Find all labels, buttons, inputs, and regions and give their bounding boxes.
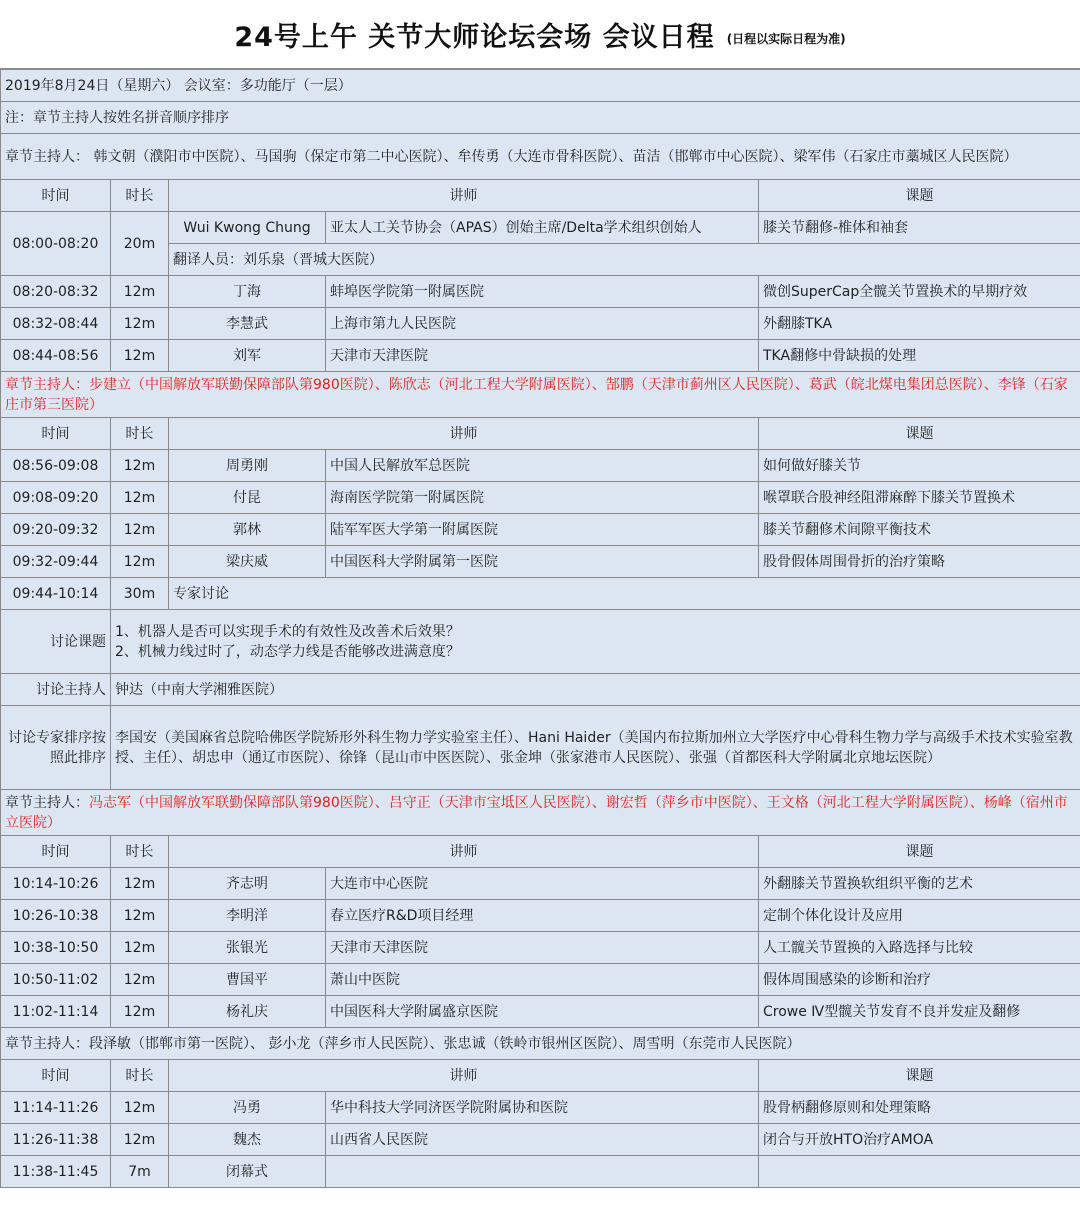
affiliation-cell: 中国医科大学附属盛京医院	[326, 996, 759, 1028]
topic-cell: 微创SuperCap全髋关节置换术的早期疗效	[759, 276, 1080, 308]
title-note: (日程以实际日程为准)	[726, 31, 846, 46]
topic-cell: 如何做好膝关节	[759, 450, 1080, 482]
topic-cell: Crowe Ⅳ型髋关节发育不良并发症及翻修	[759, 996, 1080, 1028]
duration-cell: 12m	[111, 1092, 169, 1124]
title-bar	[0, 0, 1080, 69]
topic-cell: 喉罩联合股神经阻滞麻醉下膝关节置换术	[759, 482, 1080, 514]
duration-cell: 12m	[111, 308, 169, 340]
discussion-host: 钟达（中南大学湘雅医院）	[111, 674, 1080, 706]
duration-cell: 12m	[111, 546, 169, 578]
time-cell: 09:44-10:14	[1, 578, 111, 610]
speaker-cell: 曹国平	[169, 964, 326, 996]
discussion-topic-1: 1、机器人是否可以实现手术的有效性及改善术后效果？	[115, 623, 460, 640]
col-speaker: 讲师	[169, 418, 759, 450]
affiliation-cell: 中国人民解放军总医院	[326, 450, 759, 482]
affiliation-cell: 亚太人工关节协会（APAS）创始主席/Delta学术组织创始人	[326, 212, 759, 244]
speaker-cell: 李明洋	[169, 900, 326, 932]
section1-hosts-row	[1, 134, 1080, 180]
section3-hosts-cell	[1, 790, 1080, 836]
header-row	[1, 180, 1080, 212]
section3-hosts-row	[1, 790, 1080, 836]
speaker-cell: Wui Kwong Chung	[169, 212, 326, 244]
duration-cell: 12m	[111, 340, 169, 372]
table-row	[1, 1124, 1080, 1156]
speaker-cell: 杨礼庆	[169, 996, 326, 1028]
table-row	[1, 482, 1080, 514]
time-cell: 09:32-09:44	[1, 546, 111, 578]
order-note: 注：章节主持人按姓名拼音顺序排序	[1, 102, 1080, 134]
affiliation-cell: 天津市天津医院	[326, 932, 759, 964]
table-row	[1, 546, 1080, 578]
topic-cell: 股骨假体周围骨折的治疗策略	[759, 546, 1080, 578]
duration-cell: 12m	[111, 932, 169, 964]
duration-cell: 12m	[111, 1124, 169, 1156]
affiliation-cell: 中国医科大学附属第一医院	[326, 546, 759, 578]
header-row	[1, 1060, 1080, 1092]
table-row	[1, 514, 1080, 546]
header-row	[1, 418, 1080, 450]
col-topic: 课题	[759, 1060, 1080, 1092]
time-cell: 11:38-11:45	[1, 1156, 111, 1188]
discussion-topic-label: 讨论课题	[1, 610, 111, 674]
time-cell: 09:08-09:20	[1, 482, 111, 514]
table-row	[1, 450, 1080, 482]
discussion-host-row	[1, 674, 1080, 706]
note-row	[1, 102, 1080, 134]
date-room: 2019年8月24日（星期六） 会议室：多功能厅（一层）	[1, 70, 1080, 102]
section4-hosts-row	[1, 1028, 1080, 1060]
empty-cell	[326, 1156, 759, 1188]
duration-cell: 12m	[111, 868, 169, 900]
page-title: 24号上午 关节大师论坛会场 会议日程	[234, 21, 715, 53]
affiliation-cell: 大连市中心医院	[326, 868, 759, 900]
affiliation-cell: 春立医疗R&D项目经理	[326, 900, 759, 932]
table-row	[1, 1092, 1080, 1124]
section3-hosts-prefix: 章节主持人：	[5, 794, 89, 811]
topic-cell: 人工髋关节置换的入路选择与比较	[759, 932, 1080, 964]
time-cell: 08:20-08:32	[1, 276, 111, 308]
discussion-experts-row	[1, 706, 1080, 790]
translator-cell: 翻译人员：刘乐泉（晋城大医院）	[169, 244, 1080, 276]
col-speaker: 讲师	[169, 1060, 759, 1092]
time-cell: 08:32-08:44	[1, 308, 111, 340]
affiliation-cell: 陆军军医大学第一附属医院	[326, 514, 759, 546]
col-topic: 课题	[759, 836, 1080, 868]
time-cell: 08:44-08:56	[1, 340, 111, 372]
topic-cell: 假体周围感染的诊断和治疗	[759, 964, 1080, 996]
affiliation-cell: 华中科技大学同济医学院附属协和医院	[326, 1092, 759, 1124]
discussion-row	[1, 578, 1080, 610]
time-cell: 10:14-10:26	[1, 868, 111, 900]
speaker-cell: 郭林	[169, 514, 326, 546]
col-duration: 时长	[111, 180, 169, 212]
speaker-cell: 李慧武	[169, 308, 326, 340]
discussion-experts: 李国安（美国麻省总院哈佛医学院矫形外科生物力学实验室主任）、Hani Haider（美国内布拉斯加州立大学医疗中心骨科生物力学与高级手术技术实验室教授、主任）、胡忠申（通辽市医院）、徐锋（昆山市中医医院）、张金坤（张家港市人民医院）、张强（首都医科大学附属北京地坛医院）	[111, 706, 1080, 790]
table-row	[1, 276, 1080, 308]
time-cell: 11:14-11:26	[1, 1092, 111, 1124]
speaker-cell: 丁海	[169, 276, 326, 308]
affiliation-cell: 上海市第九人民医院	[326, 308, 759, 340]
col-time: 时间	[1, 836, 111, 868]
topic-cell: 膝关节翻修-椎体和袖套	[759, 212, 1080, 244]
speaker-cell: 付昆	[169, 482, 326, 514]
info-row	[1, 70, 1080, 102]
speaker-cell: 冯勇	[169, 1092, 326, 1124]
closing-label: 闭幕式	[169, 1156, 326, 1188]
topic-cell: 定制个体化设计及应用	[759, 900, 1080, 932]
duration-cell: 7m	[111, 1156, 169, 1188]
discussion-label: 专家讨论	[169, 578, 1080, 610]
duration-cell: 12m	[111, 900, 169, 932]
col-duration: 时长	[111, 836, 169, 868]
section3-hosts: 冯志军（中国解放军联勤保障部队第980医院）、吕守正（天津市宝坻区人民医院）、谢宏哲（萍乡市中医院）、王文格（河北工程大学附属医院）、杨峰（宿州市立医院）	[5, 794, 1068, 831]
table-row	[1, 212, 1080, 244]
col-time: 时间	[1, 1060, 111, 1092]
table-row	[1, 996, 1080, 1028]
duration-cell: 20m	[111, 212, 169, 276]
time-cell: 08:00-08:20	[1, 212, 111, 276]
affiliation-cell: 萧山中医院	[326, 964, 759, 996]
table-row	[1, 868, 1080, 900]
table-row	[1, 308, 1080, 340]
speaker-cell: 齐志明	[169, 868, 326, 900]
col-topic: 课题	[759, 180, 1080, 212]
topic-cell: 外翻膝关节置换软组织平衡的艺术	[759, 868, 1080, 900]
duration-cell: 12m	[111, 514, 169, 546]
discussion-topic-row	[1, 610, 1080, 674]
discussion-topics	[111, 610, 1080, 674]
table-row	[1, 932, 1080, 964]
topic-cell: TKA翻修中骨缺损的处理	[759, 340, 1080, 372]
duration-cell: 12m	[111, 964, 169, 996]
col-time: 时间	[1, 418, 111, 450]
topic-cell: 闭合与开放HTO治疗AMOA	[759, 1124, 1080, 1156]
empty-cell	[759, 1156, 1080, 1188]
duration-cell: 12m	[111, 276, 169, 308]
duration-cell: 12m	[111, 482, 169, 514]
time-cell: 10:38-10:50	[1, 932, 111, 964]
speaker-cell: 周勇刚	[169, 450, 326, 482]
affiliation-cell: 山西省人民医院	[326, 1124, 759, 1156]
col-time: 时间	[1, 180, 111, 212]
closing-row	[1, 1156, 1080, 1188]
table-row	[1, 964, 1080, 996]
speaker-cell: 魏杰	[169, 1124, 326, 1156]
discussion-topic-2: 2、机械力线过时了，动态学力线是否能够改进满意度？	[115, 643, 460, 660]
topic-cell: 股骨柄翻修原则和处理策略	[759, 1092, 1080, 1124]
affiliation-cell: 蚌埠医学院第一附属医院	[326, 276, 759, 308]
col-speaker: 讲师	[169, 836, 759, 868]
duration-cell: 12m	[111, 450, 169, 482]
header-row	[1, 836, 1080, 868]
speaker-cell: 梁庆威	[169, 546, 326, 578]
section1-hosts: 章节主持人： 韩文朝（濮阳市中医院）、马国驹（保定市第二中心医院）、牟传勇（大连市骨科医院）、苗洁（邯郸市中心医院）、梁军伟（石家庄市藁城区人民医院）	[1, 134, 1080, 180]
col-topic: 课题	[759, 418, 1080, 450]
time-cell: 10:50-11:02	[1, 964, 111, 996]
col-duration: 时长	[111, 1060, 169, 1092]
time-cell: 09:20-09:32	[1, 514, 111, 546]
time-cell: 11:26-11:38	[1, 1124, 111, 1156]
speaker-cell: 刘军	[169, 340, 326, 372]
time-cell: 11:02-11:14	[1, 996, 111, 1028]
schedule-table	[0, 69, 1080, 1188]
discussion-host-label: 讨论主持人	[1, 674, 111, 706]
time-cell: 10:26-10:38	[1, 900, 111, 932]
duration-cell: 12m	[111, 996, 169, 1028]
table-row	[1, 340, 1080, 372]
topic-cell: 外翻膝TKA	[759, 308, 1080, 340]
duration-cell: 30m	[111, 578, 169, 610]
section4-hosts: 章节主持人：段泽敏（邯郸市第一医院）、 彭小龙（萍乡市人民医院）、张忠诚（铁岭市银州区医院）、周雪明（东莞市人民医院）	[1, 1028, 1080, 1060]
time-cell: 08:56-09:08	[1, 450, 111, 482]
affiliation-cell: 海南医学院第一附属医院	[326, 482, 759, 514]
col-duration: 时长	[111, 418, 169, 450]
section2-hosts-row	[1, 372, 1080, 418]
discussion-experts-label: 讨论专家排序按照此排序	[1, 706, 111, 790]
topic-cell: 膝关节翻修术间隙平衡技术	[759, 514, 1080, 546]
section2-hosts: 章节主持人：步建立（中国解放军联勤保障部队第980医院）、陈欣志（河北工程大学附属医院）、郜鹏（天津市蓟州区人民医院）、葛武（皖北煤电集团总医院）、李锋（石家庄市第三医院）	[1, 372, 1080, 418]
col-speaker: 讲师	[169, 180, 759, 212]
table-row	[1, 900, 1080, 932]
affiliation-cell: 天津市天津医院	[326, 340, 759, 372]
speaker-cell: 张银光	[169, 932, 326, 964]
